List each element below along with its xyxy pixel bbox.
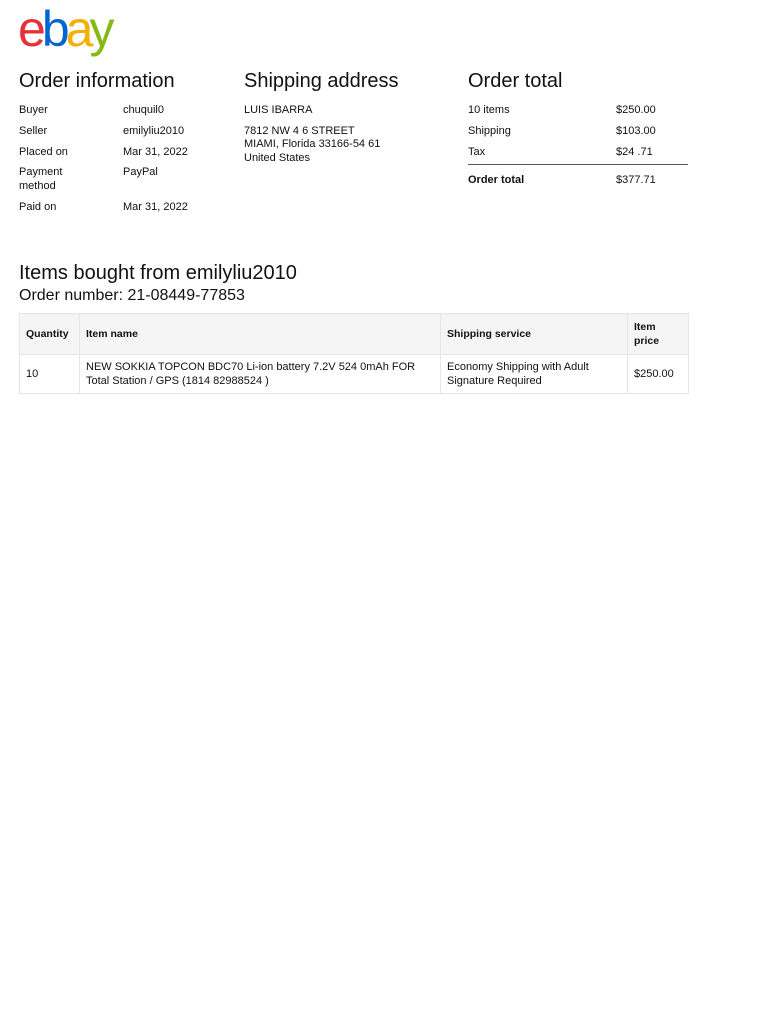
logo-letter-b: b [41, 1, 66, 57]
cell-item-price: $250.00 [628, 355, 689, 394]
logo-letter-y: y [89, 1, 111, 57]
order-total-value: $24 .71 [616, 146, 653, 158]
order-info-label: Buyer [19, 104, 48, 116]
order-info-value: Mar 31, 2022 [123, 146, 188, 158]
order-total-title: Order total [468, 70, 563, 92]
items-table-header-row [20, 314, 689, 355]
order-info-value: chuquil0 [123, 104, 164, 116]
header-item-price: Item price [628, 314, 689, 355]
order-total-label: 10 items [468, 104, 510, 116]
header-item-name: Item name [80, 314, 441, 355]
shipping-line-1: 7812 NW 4 6 STREET [244, 125, 355, 137]
order-total-divider [468, 164, 688, 165]
order-info-value: emilyliu2010 [123, 125, 185, 137]
order-info-value: Mar 31, 2022 [123, 201, 188, 213]
shipping-name: LUIS IBARRA [244, 104, 313, 116]
cell-item-name: NEW SOKKIA TOPCON BDC70 Li-ion battery 7.2V 524 0mAh FOR Total Station / GPS (1814 82988524 ) [80, 355, 441, 394]
header-shipping-service: Shipping service [441, 314, 628, 355]
ebay-logo [18, 1, 111, 57]
items-table [19, 313, 689, 394]
order-total-value: $250.00 [616, 104, 656, 116]
cell-shipping-service: Economy Shipping with Adult Signature Required [441, 355, 628, 394]
table-row [20, 355, 689, 394]
cell-quantity: 10 [20, 355, 80, 394]
order-info-value: PayPal [123, 166, 158, 178]
order-information-title: Order information [19, 70, 175, 92]
order-total-label: Tax [468, 146, 486, 158]
shipping-country: United States [244, 152, 311, 164]
order-total-value: $103.00 [616, 125, 656, 137]
logo-letter-e: e [18, 1, 42, 57]
order-total-total-label: Order total [468, 174, 525, 186]
order-info-label: Placed on [19, 146, 68, 158]
shipping-line-2: MIAMI, Florida 33166-54 61 [244, 138, 381, 150]
header-quantity: Quantity [20, 314, 80, 355]
order-info-label: Payment method [19, 166, 63, 192]
order-total-label: Shipping [468, 125, 511, 137]
order-total-total-value: $377.71 [616, 174, 656, 186]
order-info-label: Paid on [19, 201, 57, 213]
logo-letter-a: a [65, 1, 90, 57]
order-number: Order number: 21-08449-77853 [19, 287, 245, 304]
order-info-label: Seller [19, 125, 48, 137]
items-bought-title: Items bought from emilyliu2010 [19, 262, 297, 284]
shipping-address-title: Shipping address [244, 70, 399, 92]
